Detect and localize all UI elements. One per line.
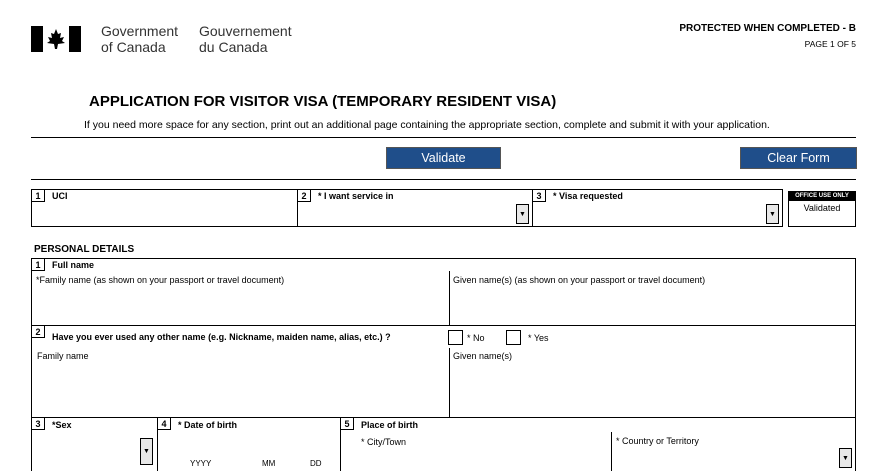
other-name-section xyxy=(31,325,856,418)
field-number: 2 xyxy=(297,189,311,202)
no-label: * No xyxy=(467,333,485,343)
yes-checkbox[interactable] xyxy=(506,330,521,345)
page-number: PAGE 1 OF 5 xyxy=(804,39,856,49)
divider xyxy=(449,348,450,418)
place-of-birth-label: Place of birth xyxy=(361,420,419,430)
form-title: APPLICATION FOR VISITOR VISA (TEMPORARY RESIDENT VISA) xyxy=(89,93,557,110)
form-subtitle: If you need more space for any section, print out an additional page containing the appropriate section, complete and submit it with your application. xyxy=(84,119,770,131)
full-name-section xyxy=(31,258,856,326)
office-use-only-label: OFFICE USE ONLY xyxy=(789,192,855,201)
government-of-canada-en: Government of Canada xyxy=(101,23,179,55)
field-number: 1 xyxy=(31,189,45,202)
given-name-label: Given name(s) (as shown on your passport or travel document) xyxy=(453,275,706,285)
office-use-only-box xyxy=(788,191,856,227)
field-number: 4 xyxy=(157,417,171,430)
family-name-label: *Family name (as shown on your passport or travel document) xyxy=(36,275,285,285)
date-of-birth-label: * Date of birth xyxy=(178,420,238,430)
field-number: 2 xyxy=(31,325,45,338)
full-name-label: Full name xyxy=(52,260,95,270)
year-label: YYYY xyxy=(190,459,212,468)
service-language-field[interactable] xyxy=(297,189,533,227)
country-label: * Country or Territory xyxy=(616,436,699,446)
month-label: MM xyxy=(262,459,276,468)
other-family-name-label: Family name xyxy=(37,351,89,361)
sex-field[interactable] xyxy=(31,417,158,471)
other-given-name-label: Given name(s) xyxy=(453,351,513,361)
clear-form-button[interactable]: Clear Form xyxy=(740,147,857,169)
personal-details-heading: PERSONAL DETAILS xyxy=(34,244,135,255)
chevron-down-icon[interactable]: ▼ xyxy=(516,204,529,224)
visa-requested-field[interactable] xyxy=(532,189,783,227)
service-language-label: * I want service in xyxy=(318,191,394,201)
uci-field[interactable] xyxy=(31,189,298,227)
office-validated-value: Validated xyxy=(803,203,841,213)
other-name-question: Have you ever used any other name (e.g. Nickname, maiden name, alias, etc.) ? xyxy=(52,332,391,342)
protected-label: PROTECTED WHEN COMPLETED - B xyxy=(679,23,856,34)
yes-label: * Yes xyxy=(528,333,549,343)
sex-label: *Sex xyxy=(52,420,72,430)
city-town-label: * City/Town xyxy=(361,437,407,447)
date-of-birth-field[interactable] xyxy=(157,417,341,471)
field-number: 1 xyxy=(31,258,45,271)
uci-label: UCI xyxy=(52,191,68,201)
validate-button[interactable]: Validate xyxy=(386,147,501,169)
field-number: 3 xyxy=(532,189,546,202)
no-checkbox[interactable] xyxy=(448,330,463,345)
field-number: 5 xyxy=(340,417,354,430)
divider xyxy=(611,432,612,471)
place-of-birth-field xyxy=(340,417,856,471)
divider xyxy=(31,179,856,180)
chevron-down-icon[interactable]: ▼ xyxy=(839,448,852,468)
chevron-down-icon[interactable]: ▼ xyxy=(766,204,779,224)
government-of-canada-fr: Gouvernement du Canada xyxy=(199,23,292,55)
divider xyxy=(449,271,450,326)
day-label: DD xyxy=(310,459,322,468)
divider xyxy=(31,137,856,138)
canada-flag-icon xyxy=(31,26,81,52)
visa-requested-label: * Visa requested xyxy=(553,191,623,201)
field-number: 3 xyxy=(31,417,45,430)
chevron-down-icon[interactable]: ▼ xyxy=(140,438,153,465)
